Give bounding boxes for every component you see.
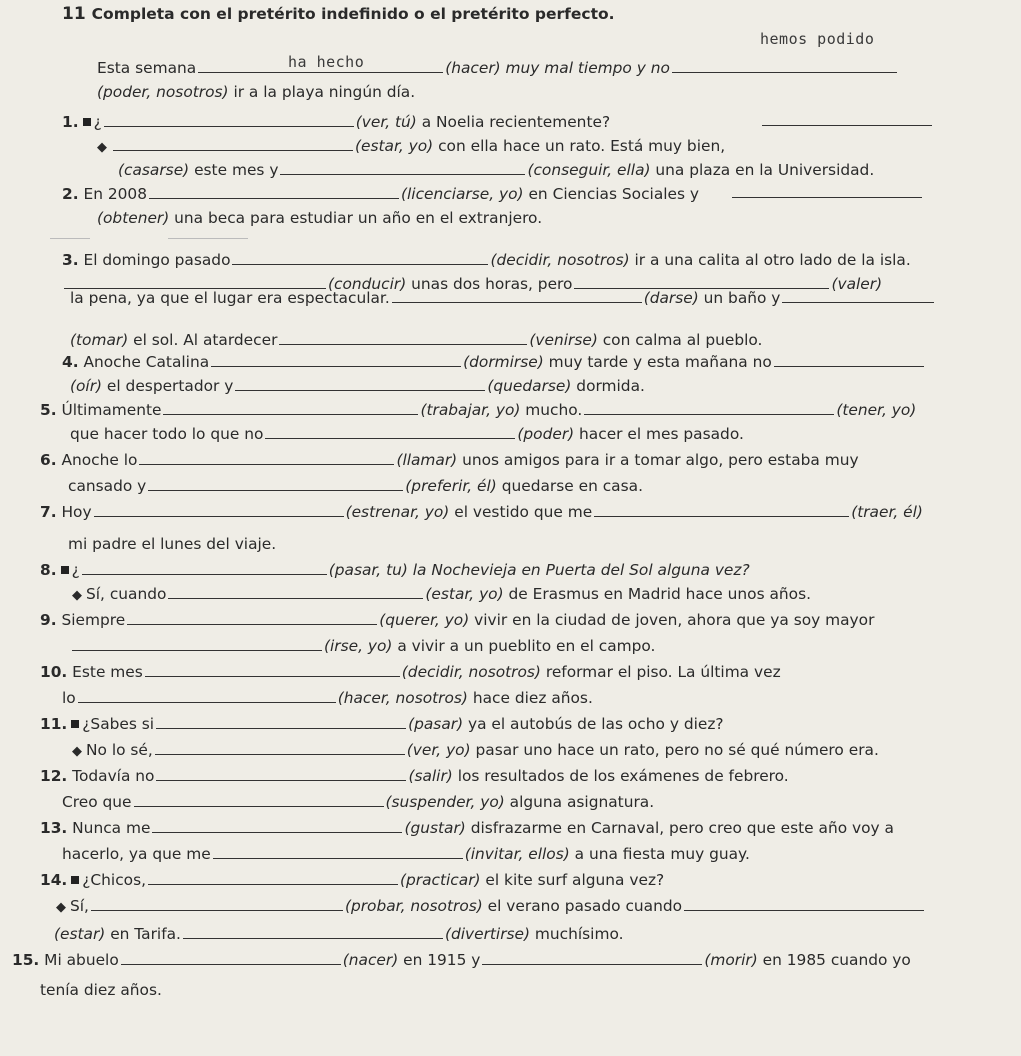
item-text: (estar) en Tarifa.: [54, 925, 181, 943]
answer-blank[interactable]: [149, 184, 399, 199]
example-text: Esta semana: [97, 59, 197, 77]
item-2-line-2: (obtener) una beca para estudiar un año en el extranjero.: [97, 209, 543, 227]
item-text: (poder) hacer el mes pasado.: [517, 425, 744, 443]
answer-blank[interactable]: [104, 112, 354, 127]
item-text: (estar, yo) de Erasmus en Madrid hace unos años.: [425, 585, 812, 603]
item-1-line-3: [118, 160, 874, 180]
item-number: 12.: [40, 767, 68, 785]
item-13-line-1: [40, 818, 894, 838]
item-7-line-2: mi padre el lunes del viaje.: [68, 535, 277, 553]
item-6-line-1: [40, 450, 859, 470]
item-text: Sí,: [70, 897, 89, 915]
answer-blank[interactable]: [155, 740, 405, 755]
item-text: (pasar, tu) la Nochevieja en Puerta del Sol alguna vez?: [328, 561, 750, 579]
item-number: 1.: [62, 113, 79, 131]
item-text: (irse, yo) a vivir a un pueblito en el campo.: [324, 637, 656, 655]
item-text: (venirse) con calma al pueblo.: [529, 331, 763, 349]
item-text: ¿: [71, 561, 80, 579]
item-number: 4.: [62, 353, 79, 371]
item-text: (estrenar, yo) el vestido que me: [345, 503, 593, 521]
example-text: (hacer) muy mal tiempo y no: [445, 59, 670, 77]
item-text: Siempre: [61, 611, 126, 629]
item-text: (conducir) unas dos horas, pero: [328, 275, 573, 293]
answer-blank[interactable]: [594, 502, 849, 517]
item-4-line-1: [62, 352, 926, 372]
answer-blank[interactable]: [265, 424, 515, 439]
item-number: 9.: [40, 611, 57, 629]
answer-blank[interactable]: [762, 124, 932, 126]
answer-blank[interactable]: [211, 352, 461, 367]
answer-blank[interactable]: [574, 274, 829, 289]
item-text: (invitar, ellos) a una fiesta muy guay.: [464, 845, 750, 863]
exercise-number: 11: [62, 4, 86, 24]
answer-blank[interactable]: [235, 376, 485, 391]
item-text: (casarse) este mes y: [118, 161, 279, 179]
item-number: 11.: [40, 715, 68, 733]
answer-blank[interactable]: [156, 766, 406, 781]
item-text: No lo sé,: [86, 741, 153, 759]
item-text: (practicar) el kite surf alguna vez?: [400, 871, 665, 889]
answer-blank[interactable]: [732, 196, 922, 198]
answer-blank[interactable]: [213, 844, 463, 859]
item-number: 7.: [40, 503, 57, 521]
answer-blank[interactable]: [64, 274, 326, 289]
exercise-title: [62, 4, 615, 24]
item-text: Anoche Catalina: [83, 353, 210, 371]
item-9-line-2: [70, 636, 655, 656]
item-text: hacerlo, ya que me: [62, 845, 211, 863]
answer-blank[interactable]: [280, 160, 525, 175]
item-text: Hoy: [61, 503, 92, 521]
answer-blank[interactable]: [148, 476, 403, 491]
item-text: cansado y: [68, 477, 147, 495]
item-text: (nacer) en 1915 y: [342, 951, 481, 969]
answer-blank[interactable]: [183, 924, 443, 939]
item-14-line-2: [56, 896, 926, 918]
item-text: Sí, cuando: [86, 585, 167, 603]
item-text: ¿Sabes si: [82, 715, 155, 733]
item-text: Creo que: [62, 793, 132, 811]
item-1-line-1: [62, 112, 610, 132]
item-text: ¿: [93, 113, 102, 131]
diamond-bullet-icon: ◆: [72, 588, 82, 603]
item-8-line-2: [72, 584, 811, 606]
answer-blank[interactable]: [198, 58, 443, 73]
answer-blank[interactable]: [482, 950, 702, 965]
item-text: (llamar) unos amigos para ir a tomar algo, pero estaba muy: [396, 451, 859, 469]
item-number: 6.: [40, 451, 57, 469]
item-text: (querer, yo) vivir en la ciudad de joven, ahora que ya soy mayor: [379, 611, 875, 629]
item-14-line-3: [54, 924, 624, 944]
item-text: (divertirse) muchísimo.: [444, 925, 624, 943]
item-text: (valer): [831, 275, 883, 293]
answer-blank[interactable]: [152, 818, 402, 833]
item-text: ¿Chicos,: [82, 871, 146, 889]
item-9-line-1: [40, 610, 874, 630]
answer-blank[interactable]: [148, 870, 398, 885]
item-text: lo: [62, 689, 76, 707]
item-text: (conseguir, ella) una plaza en la Universidad.: [527, 161, 875, 179]
item-8-line-1: [40, 560, 750, 580]
example-line-1: [97, 58, 899, 78]
item-text: (estar, yo) con ella hace un rato. Está muy bien,: [355, 137, 726, 155]
answer-blank[interactable]: [392, 288, 642, 303]
item-15-line-1: [12, 950, 911, 970]
answer-blank[interactable]: [121, 950, 341, 965]
item-7-line-1: [40, 502, 923, 522]
answer-blank[interactable]: [279, 330, 527, 345]
square-bullet-icon: [71, 876, 79, 884]
item-text: (decidir, nosotros) ir a una calita al otro lado de la isla.: [490, 251, 911, 269]
answer-blank[interactable]: [672, 58, 897, 73]
example-line-2: (poder, nosotros) ir a la playa ningún día.: [97, 83, 416, 101]
item-11-line-2: [72, 740, 879, 762]
answer-blank[interactable]: [163, 400, 418, 415]
item-text: (hacer, nosotros) hace diez años.: [337, 689, 593, 707]
item-15-line-2: tenía diez años.: [40, 981, 162, 999]
item-text: (pasar) ya el autobús de las ocho y diez?: [408, 715, 724, 733]
example-answer-1: ha hecho: [288, 53, 365, 71]
square-bullet-icon: [71, 720, 79, 728]
item-10-line-1: [40, 662, 781, 682]
item-text: (salir) los resultados de los exámenes de febrero.: [408, 767, 789, 785]
item-number: 5.: [40, 401, 57, 419]
answer-blank[interactable]: [156, 714, 406, 729]
item-text: (suspender, yo) alguna asignatura.: [385, 793, 655, 811]
item-text: la pena, ya que el lugar era espectacular.: [70, 289, 390, 307]
item-text: (tener, yo): [836, 401, 917, 419]
item-text: En 2008: [83, 185, 148, 203]
item-text: (ver, tú) a Noelia recientemente?: [355, 113, 611, 131]
item-number: 14.: [40, 871, 68, 889]
item-text: Últimamente: [61, 401, 162, 419]
item-number: 10.: [40, 663, 68, 681]
item-5-line-2: [70, 424, 744, 444]
item-3-line-4: [70, 330, 762, 350]
square-bullet-icon: [61, 566, 69, 574]
answer-blank[interactable]: [168, 584, 423, 599]
item-14-line-1: [40, 870, 664, 890]
answer-blank[interactable]: [145, 662, 400, 677]
item-number: 13.: [40, 819, 68, 837]
faint-mark: [168, 238, 248, 239]
answer-blank[interactable]: [584, 400, 834, 415]
item-number: 3.: [62, 251, 79, 269]
item-6-line-2: [68, 476, 643, 496]
item-1-line-2: [97, 136, 725, 158]
item-12-line-1: [40, 766, 789, 786]
answer-blank[interactable]: [139, 450, 394, 465]
answer-blank[interactable]: [774, 352, 924, 367]
answer-blank[interactable]: [127, 610, 377, 625]
answer-blank[interactable]: [91, 896, 343, 911]
item-text: (trabajar, yo) mucho.: [420, 401, 583, 419]
item-12-line-2: [62, 792, 654, 812]
exercise-instructions: Completa con el pretérito indefinido o el pretérito perfecto.: [91, 5, 615, 23]
item-text: Anoche lo: [61, 451, 138, 469]
item-text: (gustar) disfrazarme en Carnaval, pero creo que este año voy a: [404, 819, 894, 837]
item-text: (decidir, nosotros) reformar el piso. La última vez: [401, 663, 781, 681]
item-text: Todavía no: [72, 767, 155, 785]
answer-blank[interactable]: [82, 560, 327, 575]
answer-blank[interactable]: [232, 250, 488, 265]
square-bullet-icon: [83, 118, 91, 126]
answer-blank[interactable]: [134, 792, 384, 807]
diamond-bullet-icon: ◆: [97, 140, 107, 155]
answer-blank[interactable]: [94, 502, 344, 517]
item-text: Nunca me: [72, 819, 151, 837]
answer-blank[interactable]: [72, 636, 322, 651]
item-text: Este mes: [72, 663, 143, 681]
item-text: (ver, yo) pasar uno hace un rato, pero no sé qué número era.: [406, 741, 879, 759]
item-text: (tomar) el sol. Al atardecer: [70, 331, 278, 349]
answer-blank[interactable]: [684, 896, 924, 911]
answer-blank[interactable]: [782, 288, 934, 303]
faint-mark: [50, 238, 90, 239]
item-3-line-3: [70, 288, 936, 308]
item-text: (oír) el despertador y: [70, 377, 234, 395]
item-5-line-1: [40, 400, 916, 420]
item-text: (dormirse) muy tarde y esta mañana no: [463, 353, 772, 371]
item-4-line-2: [70, 376, 645, 396]
diamond-bullet-icon: ◆: [56, 900, 66, 915]
item-number: 15.: [12, 951, 40, 969]
item-text: (quedarse) dormida.: [487, 377, 645, 395]
item-3-line-1: [62, 250, 911, 270]
item-text: (preferir, él) quedarse en casa.: [405, 477, 643, 495]
item-number: 8.: [40, 561, 57, 579]
item-10-line-2: [62, 688, 593, 708]
item-text: (darse) un baño y: [643, 289, 781, 307]
diamond-bullet-icon: ◆: [72, 744, 82, 759]
item-text: que hacer todo lo que no: [70, 425, 264, 443]
item-text: Mi abuelo: [44, 951, 119, 969]
item-text: (morir) en 1985 cuando yo: [704, 951, 911, 969]
item-text: (probar, nosotros) el verano pasado cuando: [344, 897, 683, 915]
item-13-line-2: [62, 844, 750, 864]
item-text: (traer, él): [851, 503, 923, 521]
item-text: (licenciarse, yo) en Ciencias Sociales y: [401, 185, 700, 203]
item-11-line-1: [40, 714, 724, 734]
item-text: El domingo pasado: [83, 251, 231, 269]
item-2-line-1: [62, 184, 699, 204]
item-number: 2.: [62, 185, 79, 203]
example-answer-2: hemos podido: [760, 30, 875, 48]
answer-blank[interactable]: [113, 136, 353, 151]
answer-blank[interactable]: [78, 688, 336, 703]
